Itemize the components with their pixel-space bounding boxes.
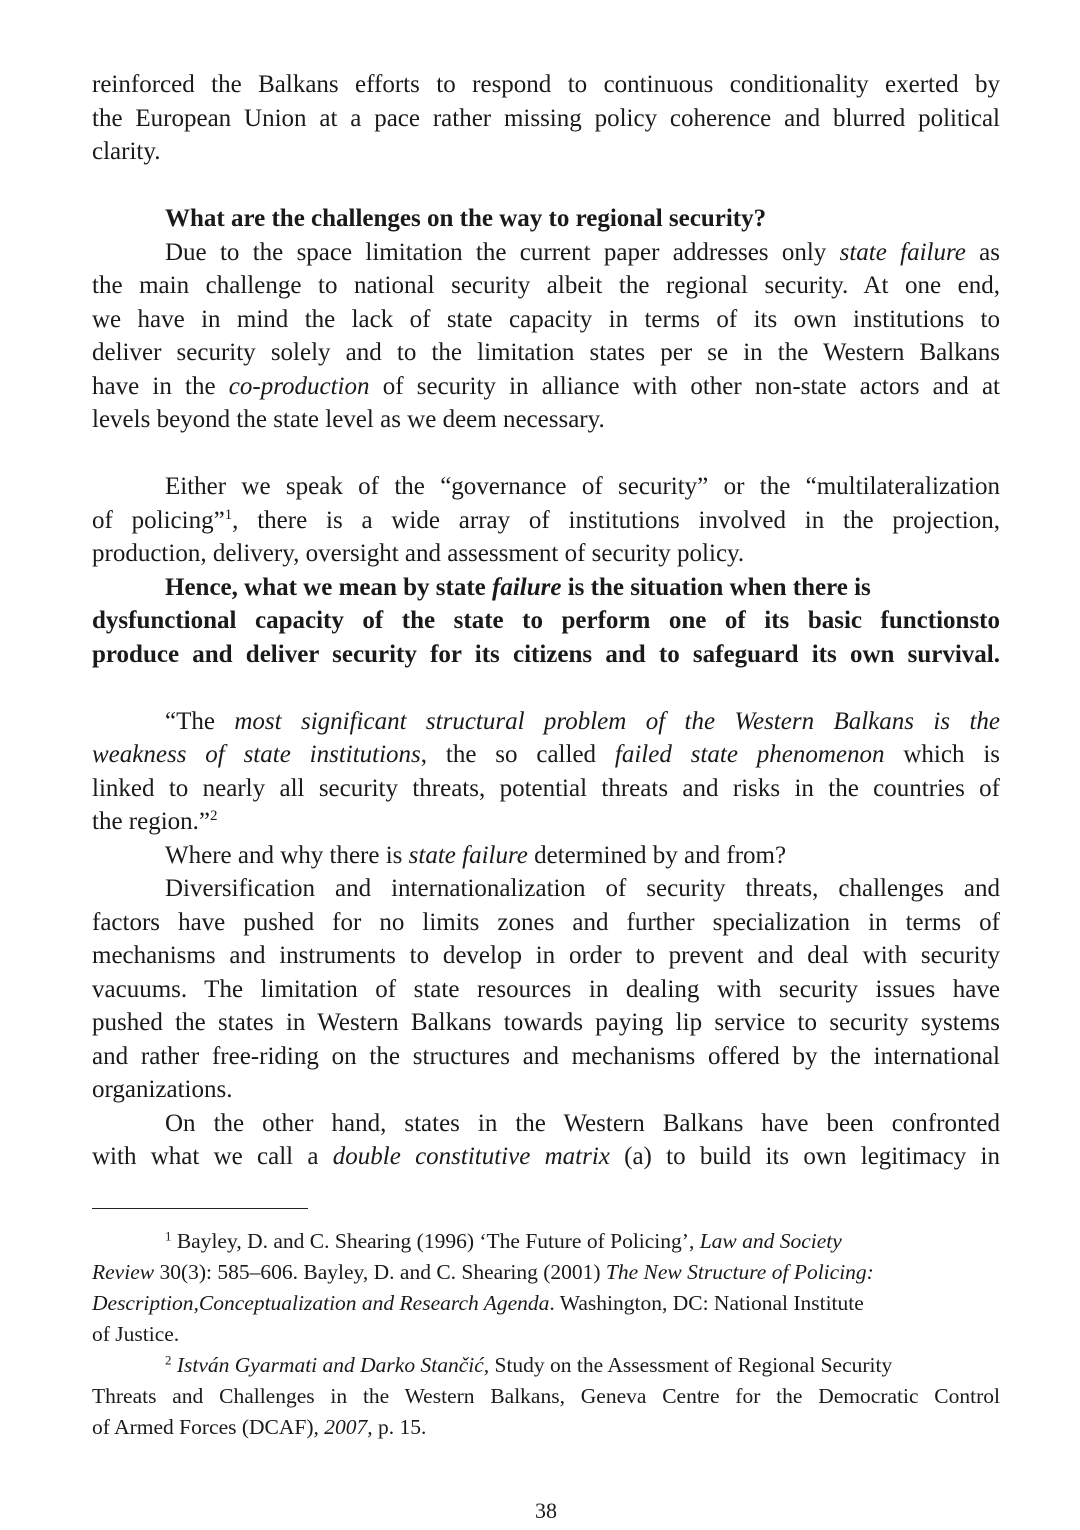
text-run: the region.”: [92, 808, 211, 835]
text-run: What are the challenges on the way to regional security?: [165, 205, 767, 232]
text-run: of policing”: [92, 506, 225, 534]
text-line: [92, 135, 1000, 169]
text-run: factors have pushed for no limits zones and further specialization in terms of: [92, 908, 1000, 936]
text-run: which is: [884, 741, 1000, 768]
text-run: dysfunctional capacity of the state to perform one of its basic functionsto: [92, 607, 1000, 634]
text-run: Law and Society: [699, 1229, 842, 1253]
text-line: [92, 839, 1000, 873]
text-run: is the situation when there is: [561, 573, 871, 601]
text-run: pushed the states in Western Balkans towards paying lip service to security systems: [92, 1009, 1000, 1036]
text-line: [92, 772, 1000, 806]
text-run: p. 15.: [372, 1415, 427, 1439]
text-run: István Gyarmati and Darko Stančić,: [176, 1353, 490, 1377]
text-run: most significant structural problem of the Western Balkans is the: [234, 707, 1000, 735]
text-run: (a) to build its own legitimacy in: [609, 1143, 1000, 1170]
text-run: of Armed Forces (DCAF): [92, 1415, 314, 1439]
text-line: [92, 1226, 1000, 1257]
text-run: Due to the space limitation the current paper addresses only: [165, 238, 840, 266]
text-line: [92, 738, 1000, 772]
text-run: state failure: [839, 238, 966, 266]
text-run: 30(3): 585–606. Bayley, D. and C. Shearing (2001): [154, 1260, 606, 1284]
text-line: [92, 537, 1000, 571]
text-run: the main challenge to national security albeit the regional security. At one end,: [92, 272, 1000, 299]
text-run: organizations.: [92, 1076, 233, 1103]
text-run: Study on the Assessment of Regional Security: [489, 1353, 893, 1377]
text-run: Either we speak of the “governance of security” or the “multilateralization: [165, 473, 1000, 500]
text-run: of security in alliance with other non-state actors and at: [369, 372, 1000, 400]
paragraph: [92, 202, 1000, 236]
text-run: Diversification and internationalization of security threats, challenges and: [165, 875, 1000, 902]
text-run: double constitutive matrix: [332, 1143, 610, 1170]
text-line: [92, 1040, 1000, 1074]
text-line: [92, 102, 1000, 136]
text-run: The New Structure of Policing:: [605, 1260, 874, 1284]
text-line: [92, 370, 1000, 404]
text-run: On the other hand, states in the Western Balkans have been confronted: [165, 1109, 1000, 1137]
text-run: failure: [492, 573, 562, 601]
text-run: clarity.: [92, 138, 161, 165]
footnote: [92, 1350, 1000, 1443]
footnote-separator: [92, 1208, 308, 1209]
footnote-ref: 2: [165, 1353, 172, 1368]
text-run: levels beyond the state level as we deem necessary.: [92, 406, 605, 433]
paragraph: [92, 571, 1000, 672]
text-run: linked to nearly all security threats, potential threats and risks in the countries of: [92, 774, 1000, 802]
text-line: [92, 470, 1000, 504]
paragraph: [92, 68, 1000, 169]
text-run: , 2007,: [313, 1415, 373, 1439]
body-text: [92, 68, 1000, 1174]
footnote-ref: 1: [165, 1229, 172, 1244]
text-line: [92, 269, 1000, 303]
text-run: determined by and from?: [527, 841, 787, 869]
text-run: Bayley, D. and C. Shearing (1996) ‘The Future of Policing’,: [171, 1229, 700, 1253]
text-line: [92, 1288, 1000, 1319]
text-run: , there is a wide array of institutions involved in the projection,: [232, 506, 1000, 534]
text-run: as: [965, 238, 1000, 266]
text-line: [92, 872, 1000, 906]
paragraph: [92, 839, 1000, 873]
text-line: [92, 1381, 1000, 1412]
text-run: the European Union at a pace rather missing policy coherence and blurred political: [92, 104, 1000, 132]
text-line: [92, 1107, 1000, 1141]
text-line: [92, 705, 1000, 739]
text-run: we have in mind the lack of state capacity in terms of its own institutions to: [92, 305, 1000, 333]
text-line: [92, 805, 1000, 839]
text-line: [92, 571, 1000, 605]
text-run: vacuums. The limitation of state resources in dealing with security issues have: [92, 975, 1000, 1003]
text-line: [92, 1319, 1000, 1350]
text-run: Description,Conceptualization and Research Agenda: [92, 1291, 550, 1315]
text-line: [92, 939, 1000, 973]
text-run: mechanisms and instruments to develop in order to prevent and deal with security: [92, 942, 1000, 969]
text-run: and rather free-riding on the structures and mechanisms offered by the international: [92, 1042, 1000, 1070]
blank-line: [92, 437, 1000, 471]
text-run: , the so called: [420, 741, 615, 768]
text-run: Hence, what we mean by state: [165, 573, 493, 601]
text-run: deliver security solely and to the limitation states per se in the Western Balkans: [92, 339, 1000, 366]
text-line: [92, 202, 1000, 236]
footnotes: [92, 1226, 1000, 1443]
paragraph: [92, 1107, 1000, 1174]
text-run: Threats and Challenges in the Western Balkans, Geneva Centre for the Democratic Control: [92, 1384, 1000, 1408]
text-run: Review: [92, 1260, 155, 1284]
text-line: [92, 1006, 1000, 1040]
footnote-ref: 2: [210, 808, 218, 824]
paragraph: [92, 872, 1000, 1107]
text-run: production, delivery, oversight and assessment of security policy.: [92, 540, 745, 567]
text-run: reinforced the Balkans efforts to respond to continuous conditionality exerted by: [92, 71, 1000, 98]
page-number: 38: [535, 1498, 557, 1523]
text-line: [92, 403, 1000, 437]
text-line: [92, 336, 1000, 370]
text-run: state failure: [408, 841, 528, 869]
text-line: [92, 1350, 1000, 1381]
text-line: [92, 1412, 1000, 1443]
text-line: [92, 1073, 1000, 1107]
text-line: [92, 906, 1000, 940]
text-line: [92, 68, 1000, 102]
text-line: [92, 1257, 1000, 1288]
text-line: [92, 1140, 1000, 1174]
paragraph: [92, 470, 1000, 571]
text-line: [92, 303, 1000, 337]
blank-line: [92, 671, 1000, 705]
text-run: produce and deliver security for its citizens and to safeguard its own survival.: [92, 640, 1000, 668]
text-run: Where and why there is: [165, 841, 409, 869]
text-run: with what we call a: [92, 1143, 333, 1170]
text-run: weakness of state institutions: [92, 741, 421, 768]
footnote: [92, 1226, 1000, 1350]
text-run: have in the: [92, 372, 229, 400]
text-line: [92, 604, 1000, 638]
text-run: of Justice.: [92, 1322, 180, 1346]
text-run: “The: [165, 707, 235, 735]
text-line: [92, 638, 1000, 672]
blank-line: [92, 169, 1000, 203]
paragraph: [92, 236, 1000, 437]
text-line: [92, 973, 1000, 1007]
text-line: [92, 504, 1000, 538]
text-run: co-production: [228, 372, 370, 400]
text-line: [92, 236, 1000, 270]
paragraph: [92, 705, 1000, 839]
text-run: . Washington, DC: National Institute: [549, 1291, 864, 1315]
footnote-ref: 1: [224, 506, 233, 523]
text-run: failed state phenomenon: [614, 741, 885, 768]
